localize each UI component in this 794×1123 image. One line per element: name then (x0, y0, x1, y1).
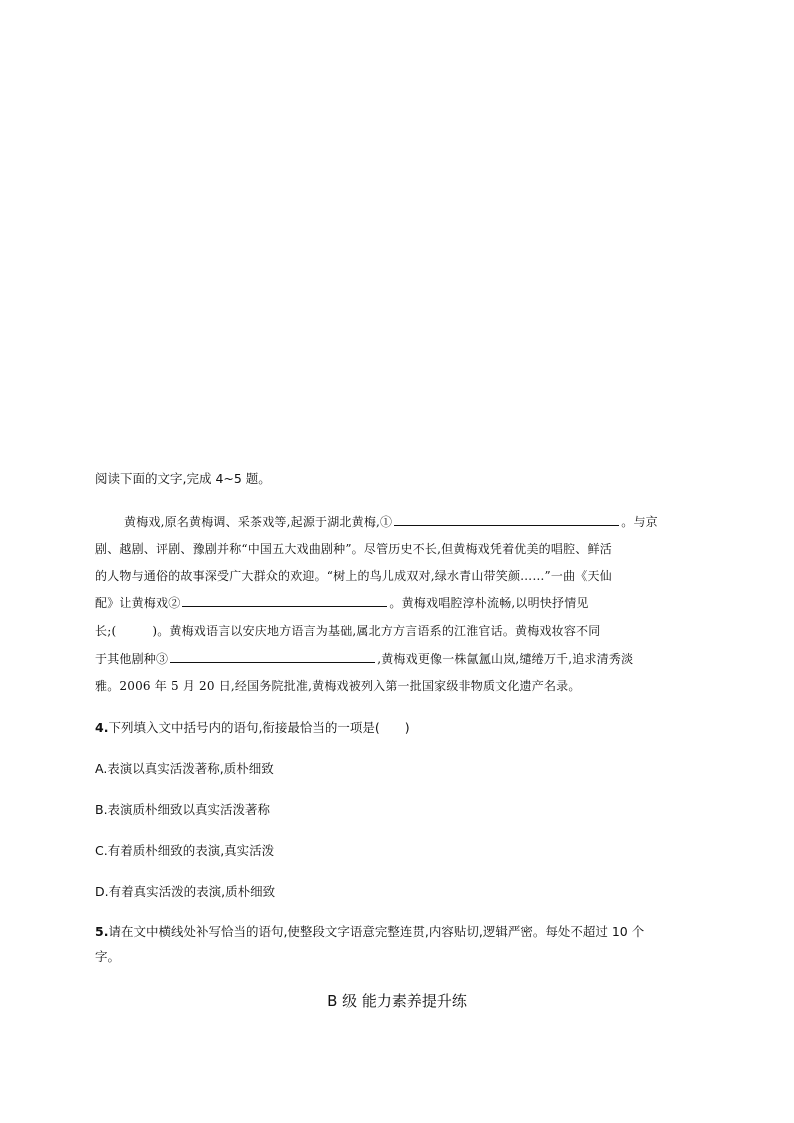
fill-blank-1[interactable] (394, 513, 619, 526)
reading-instruction: 阅读下面的文字,完成 4~5 题。 (95, 471, 271, 486)
passage-line-1 (124, 513, 658, 530)
passage-text: 配》让黄梅戏 (95, 596, 169, 610)
passage-text: 黄梅戏,原名黄梅调、采茶戏等,起源于湖北黄梅, (124, 515, 381, 529)
question-text: 请在文中横线处补写恰当的语句,使整段文字语意完整连贯,内容贴切,逻辑严密。每处不超过 10 个 (108, 924, 645, 939)
question-5-continued: 字。 (95, 949, 121, 964)
passage-text: 。黄梅戏唱腔淳朴流畅,以明快抒情见 (389, 596, 589, 610)
passage-line-2: 剧、越剧、评剧、豫剧并称“中国五大戏曲剧种”。尽管历史不长,但黄梅戏凭着优美的唱腔、鲜活 (95, 542, 612, 556)
passage-text: 长;( (95, 624, 117, 638)
passage-text: 。与京 (621, 515, 658, 529)
fill-blank-2[interactable] (182, 594, 387, 607)
passage-text: ,黄梅戏更像一株氤氲山岚,缱绻万千,追求清秀淡 (377, 652, 634, 666)
passage-line-5 (95, 622, 600, 639)
question-number: 5. (95, 924, 109, 939)
passage-line-7: 雅。2006 年 5 月 20 日,经国务院批准,黄梅戏被列入第一批国家级非物质文化遗产名录。 (95, 679, 581, 693)
question-number: 4. (95, 720, 109, 735)
option-a[interactable]: A.表演以真实活泼著称,质朴细致 (95, 761, 274, 776)
passage-line-6 (95, 650, 633, 667)
blank-marker-1: ① (380, 515, 393, 529)
question-text: 下列填入文中括号内的语句,衔接最恰当的一项是( ) (108, 720, 410, 735)
passage-line-4 (95, 594, 589, 611)
blank-marker-2: ② (168, 596, 181, 610)
option-d[interactable]: D.有着真实活泼的表演,质朴细致 (95, 884, 276, 899)
passage-text: 于其他剧种 (95, 652, 157, 666)
blank-marker-3: ③ (156, 652, 169, 666)
question-4 (95, 718, 410, 736)
passage-text: )。黄梅戏语言以安庆地方语言为基础,属北方方言语系的江淮官话。黄梅戏妆容不同 (152, 624, 601, 638)
question-5 (95, 922, 644, 940)
fill-blank-3[interactable] (170, 650, 375, 663)
option-c[interactable]: C.有着质朴细致的表演,真实活泼 (95, 843, 275, 858)
section-title: B 级 能力素养提升练 (327, 992, 467, 1010)
option-b[interactable]: B.表演质朴细致以真实活泼著称 (95, 802, 271, 817)
passage-line-3: 的人物与通俗的故事深受广大群众的欢迎。“树上的鸟儿成双对,绿水青山带笑颜……”一曲《天仙 (95, 569, 612, 583)
